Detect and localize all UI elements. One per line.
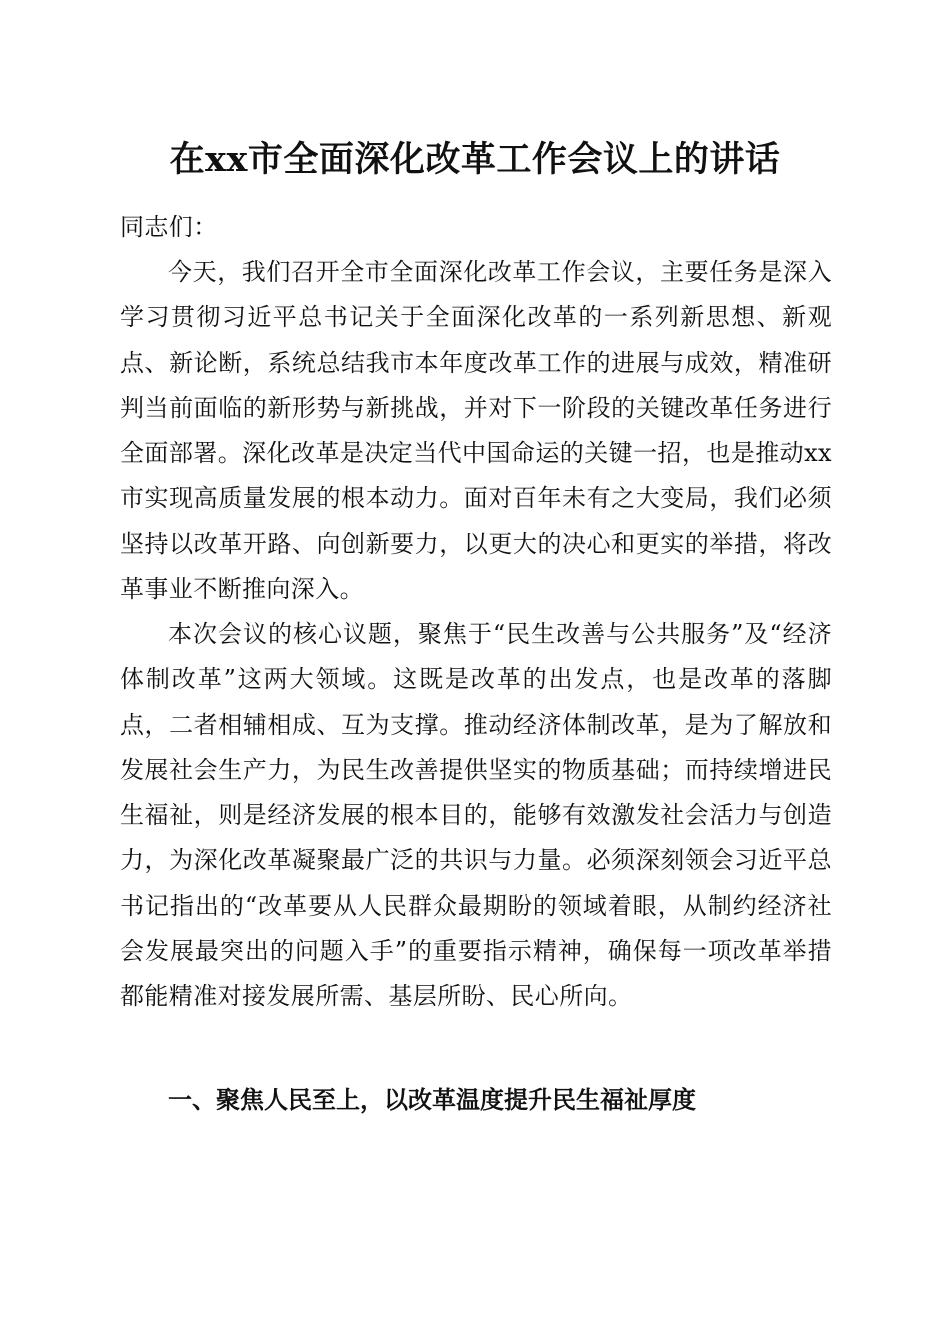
salutation: 同志们： (120, 213, 218, 241)
section-heading-1: 一、聚焦人民至上，以改革温度提升民生福祉厚度 (168, 1086, 696, 1114)
paragraph-core-topics: 本次会议的核心议题，聚焦于“民生改善与公共服务”及“经济体制改革”这两大领域。这既是改革的出发点，也是改革的落脚点，二者相辅相成、互为支撑。推动经济体制改革，是为了解放和发展社会生产力，为民生改善提供坚实的物质基础；而持续增进民生福祉，则是经济发展的根本目的，能够有效激发社会活力与创造力，为深化改革凝聚最广泛的共识与力量。必须深刻领会习近平总书记指出的“改革要从人民群众最期盼的领域着眼，从制约经济社会发展最突出的问题入手”的重要指示精神，确保每一项改革举措都能精准对接发展所需、基层所盼、民心所向。 (120, 620, 832, 1011)
document-title: 在xx市全面深化改革工作会议上的讲话 (169, 139, 781, 180)
paragraph-intro: 今天，我们召开全市全面深化改革工作会议，主要任务是深入学习贯彻习近平总书记关于全面深化改革的一系列新思想、新观点、新论断，系统总结我市本年度改革工作的进展与成效，精准研判当前面临的新形势与新挑战，并对下一阶段的关键改革任务进行全面部署。深化改革是决定当代中国命运的关键一招，也是推动xx市实现高质量发展的根本动力。面对百年未有之大变局，我们必须坚持以改革开路、向创新要力，以更大的决心和更实的举措，将改革事业不断推向深入。 (120, 258, 832, 604)
